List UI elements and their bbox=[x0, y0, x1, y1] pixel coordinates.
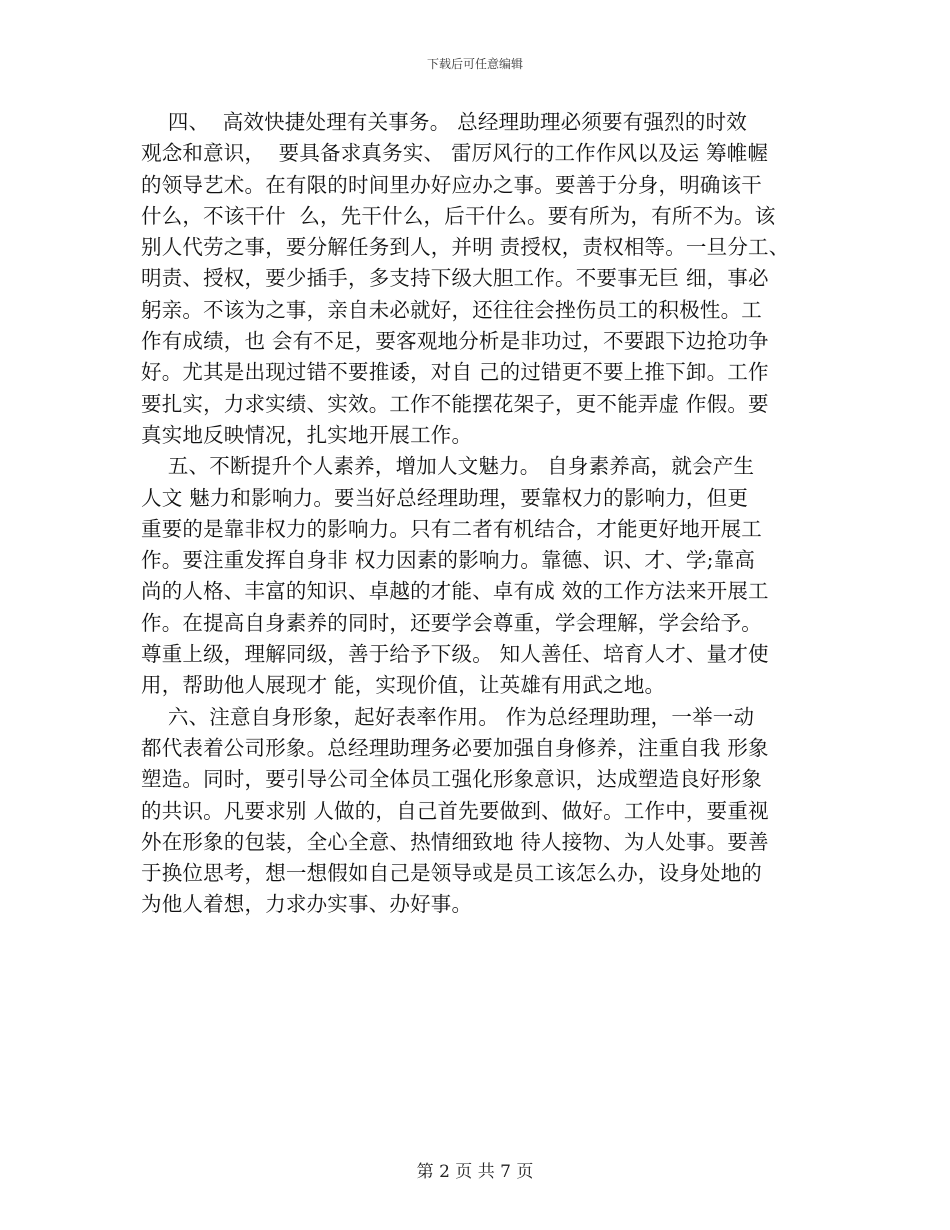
text-line: 的共识。凡要求别 人做的，自己首先要做到、做好。工作中，要重视 bbox=[141, 798, 769, 823]
text-line: 躬亲。不该为之事，亲自未必就好，还往往会挫伤员工的积极性。工 bbox=[141, 297, 762, 322]
page-number-footer: 第 2 页 共 7 页 bbox=[416, 1162, 534, 1182]
text-line: 作。在提高自身素养的同时，还要学会尊重，学会理解，学会给予。 bbox=[141, 610, 762, 635]
document-body bbox=[141, 107, 821, 921]
page-header: 下载后可任意编辑 bbox=[426, 57, 523, 71]
text-line: 明责、授权，要少插手，多支持下级大胆工作。不要事无巨 细，事必 bbox=[141, 266, 769, 291]
text-line: 于换位思考，想一想假如自己是领导或是员工该怎么办，设身处地的 bbox=[141, 861, 762, 886]
text-line: 真实地反映情况，扎实地开展工作。 bbox=[141, 422, 473, 447]
text-line: 六、注意自身形象，起好表率作用。 作为总经理助理，一举一动 bbox=[141, 704, 755, 729]
text-line: 四、 高效快捷处理有关事务。 总经理助理必须要有强烈的时效 bbox=[141, 110, 747, 134]
text-line: 都代表着公司形象。总经理助理务必要加强自身修养，注重自我 形象 bbox=[141, 735, 769, 760]
text-line: 尚的人格、丰富的知识、卓越的才能、卓有成 效的工作方法来开展工 bbox=[141, 579, 769, 604]
text-line: 重要的是靠非权力的影响力。只有二者有机结合，才能更好地开展工 bbox=[141, 516, 762, 541]
text-line: 人文 魅力和影响力。要当好总经理助理，要靠权力的影响力，但更 bbox=[141, 485, 749, 510]
text-line: 为他人着想，力求办实事、办好事。 bbox=[141, 892, 473, 917]
text-line: 外在形象的包装，全心全意、热情细致地 待人接物、为人处事。要善 bbox=[141, 829, 769, 854]
text-line: 要扎实，力求实绩、实效。工作不能摆花架子，更不能弄虚 作假。要 bbox=[141, 391, 769, 416]
text-line: 别人代劳之事，要分解任务到人，并明 责授权，责权相等。一旦分工、 bbox=[141, 235, 790, 260]
text-line: 好。尤其是出现过错不要推诿，对自 己的过错更不要上推下卸。工作 bbox=[141, 360, 769, 385]
text-line: 尊重上级，理解同级，善于给予下级。 知人善任、培育人才、量才使 bbox=[141, 642, 769, 667]
text-line: 什么，不该干什 么，先干什么，后干什么。要有所为，有所不为。该 bbox=[141, 203, 776, 228]
text-line: 观念和意识， 要具备求真务实、 雷厉风行的工作作风以及运 筹帷幄 bbox=[141, 141, 769, 166]
text-line: 的领导艺术。在有限的时间里办好应办之事。要善于分身，明确该干 bbox=[141, 172, 762, 197]
text-line: 塑造。同时，要引导公司全体员工强化形象意识，达成塑造良好形象 bbox=[141, 767, 762, 792]
text-line: 作有成绩，也 会有不足，要客观地分析是非功过，不要跟下边抢功争 bbox=[141, 329, 769, 354]
text-line: 作。要注重发挥自身非 权力因素的影响力。靠德、识、才、学;靠高 bbox=[141, 548, 756, 573]
text-line: 五、不断提升个人素养，增加人文魅力。 自身素养高，就会产生 bbox=[141, 454, 755, 479]
text-line: 用，帮助他人展现才 能，实现价值，让英雄有用武之地。 bbox=[141, 673, 666, 698]
